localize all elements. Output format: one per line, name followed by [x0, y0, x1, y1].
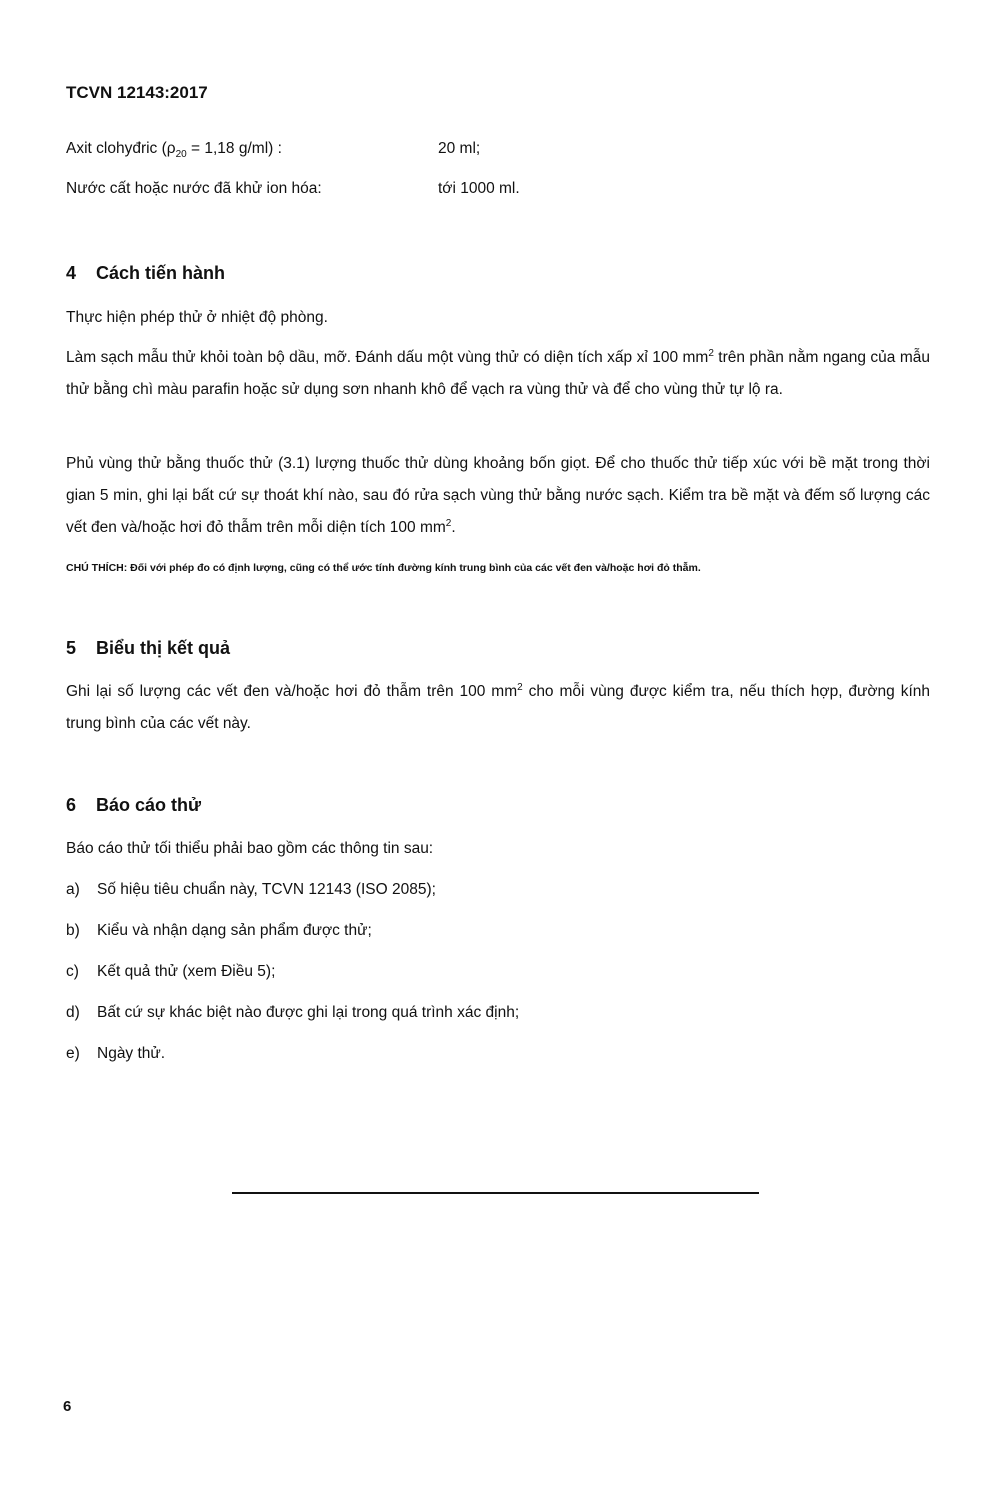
section-4-note: CHÚ THÍCH: Đối với phép đo có định lượng, cũng có thể ước tính đường kính trung bình của các vết đen và/hoặc hơi đỏ thẫm. — [66, 562, 701, 574]
section-5-paragraph: Ghi lại số lượng các vết đen và/hoặc hơi đỏ thẫm trên 100 $mm^2$ cho mỗi vùng được kiểm tra, nếu thích hợp, đường kính trung bình của các vết này. — [66, 681, 930, 732]
list-item — [66, 1004, 519, 1022]
list-marker: a) — [66, 881, 80, 898]
list-marker: e) — [66, 1045, 80, 1062]
list-item-text: Số hiệu tiêu chuẩn này, TCVN 12143 (ISO 2085); — [97, 881, 436, 898]
section-title: Báo cáo thử — [96, 795, 202, 815]
list-item-text: Bất cứ sự khác biệt nào được ghi lại trong quá trình xác định; — [97, 1004, 520, 1021]
reagent-amount: tới 1000 ml. — [438, 180, 520, 197]
list-item-text: Ngày thử. — [97, 1045, 166, 1062]
list-item-text: Kiểu và nhận dạng sản phẩm được thử; — [97, 922, 372, 939]
section-title: Cách tiến hành — [96, 263, 226, 283]
section-4-paragraph-3: Phủ vùng thử bằng thuốc thử (3.1) lượng thuốc thử dùng khoảng bốn giọt. Để cho thuốc thử tiếp xúc với bề mặt trong thời gian 5 min, ghi lại bất cứ sự thoát khí nào, sau đó rửa sạch vùng thử bằng nước sạch. Kiểm tra bề mặt và đếm số lượng các vết đen và/hoặc hơi đỏ thẫm trên mỗi diện tích 100 $mm^2$. — [66, 455, 930, 536]
list-marker: d) — [66, 1004, 80, 1021]
section-number: 5 — [66, 638, 77, 658]
section-4-heading — [66, 263, 225, 284]
end-of-document-rule — [232, 1192, 759, 1194]
section-4-paragraph-1: Thực hiện phép thử ở nhiệt độ phòng. — [66, 309, 328, 326]
list-marker: b) — [66, 922, 80, 939]
list-item-text: Kết quả thử (xem Điều 5); — [97, 963, 276, 980]
list-marker: c) — [66, 963, 79, 980]
section-5-heading — [66, 638, 230, 659]
section-4-paragraph-2: Làm sạch mẫu thử khỏi toàn bộ dầu, mỡ. Đánh dấu một vùng thử có diện tích xấp xỉ 100 $mm^2$ trên phần nằm ngang của mẫu thử bằng chì màu parafin hoặc sử dụng sơn nhanh khô để vạch ra vùng thử và để cho vùng thử tự lộ ra. — [66, 347, 930, 398]
document-code: TCVN 12143:2017 — [66, 83, 208, 102]
list-item — [66, 881, 436, 899]
list-item — [66, 963, 275, 981]
section-6-heading — [66, 795, 201, 816]
section-title: Biểu thị kết quả — [96, 638, 231, 658]
list-item — [66, 1045, 165, 1063]
section-6-intro: Báo cáo thử tối thiểu phải bao gồm các thông tin sau: — [66, 840, 434, 857]
page-number: 6 — [63, 1398, 72, 1415]
section-number: 4 — [66, 263, 77, 283]
list-item — [66, 922, 372, 940]
reagent-amount: 20 ml; — [438, 140, 481, 157]
reagent-name: Nước cất hoặc nước đã khử ion hóa: — [66, 180, 322, 197]
section-number: 6 — [66, 795, 77, 815]
reagent-name: Axit clohyđric ($\rho_{20} = 1,18$ g/ml) : — [66, 140, 282, 161]
